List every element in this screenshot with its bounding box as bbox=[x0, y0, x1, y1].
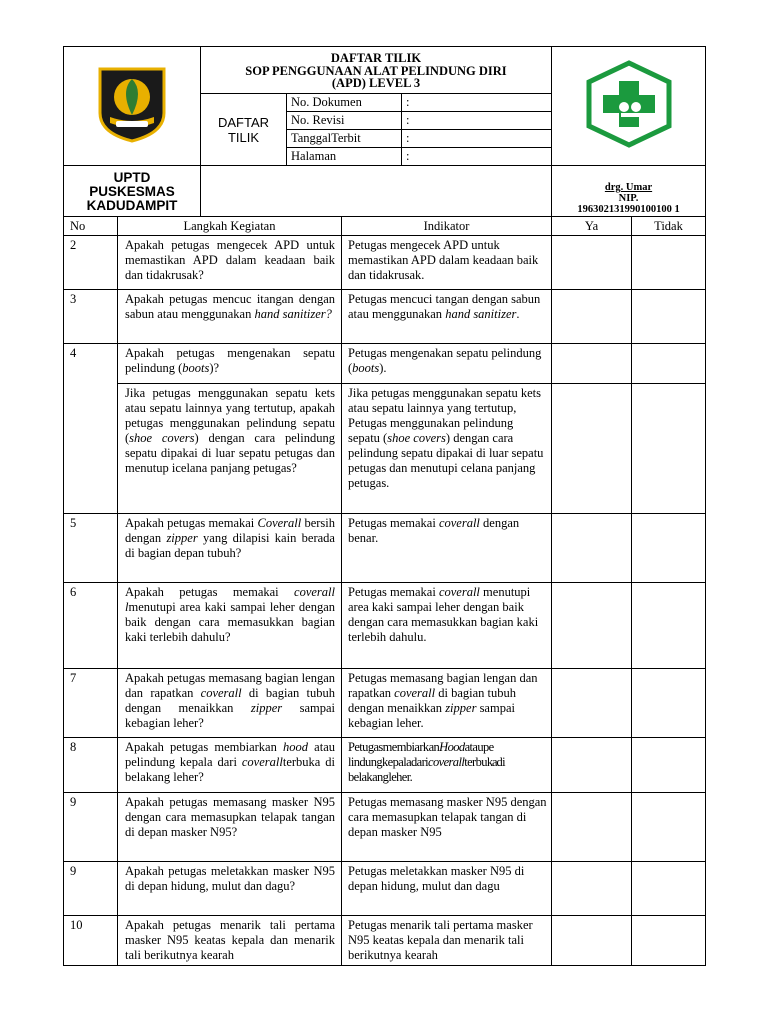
yes-checkbox-cell[interactable] bbox=[552, 583, 632, 669]
title-line-1: DAFTAR TILIK bbox=[330, 51, 422, 66]
row-number: 2 bbox=[64, 236, 118, 290]
signer-name: drg. Umar bbox=[604, 182, 653, 193]
table-row bbox=[64, 236, 706, 290]
header-table bbox=[63, 46, 706, 217]
organization-name: UPTD PUSKESMAS KADUDAMPIT bbox=[64, 166, 201, 217]
signatory-block bbox=[552, 166, 706, 217]
signer-nip-label: NIP. bbox=[618, 193, 639, 204]
row-number: 3 bbox=[64, 290, 118, 344]
puskesmas-logo-cell bbox=[552, 47, 706, 166]
meta-value-revisi: : bbox=[402, 112, 552, 130]
document-sheet bbox=[63, 46, 705, 966]
title-line-3: (APD) LEVEL 3 bbox=[331, 76, 421, 91]
table-row bbox=[64, 514, 706, 583]
indicator-text: Petugas memasang masker N95 dengan cara memasupkan telapak tangan di depan masker N95 bbox=[342, 793, 552, 862]
row-number: 5 bbox=[64, 514, 118, 583]
header-blank-cell bbox=[201, 166, 552, 217]
row-number: 4 bbox=[64, 344, 118, 514]
title-line-2: SOP PENGGUNAAN ALAT PELINDUNG DIRI bbox=[245, 63, 507, 78]
meta-label-halaman: Halaman bbox=[287, 148, 402, 166]
indicator-text: Petugas mengecek APD untuk memastikan APD dalam keadaan baik dan tidakrusak. bbox=[342, 236, 552, 290]
no-checkbox-cell[interactable] bbox=[632, 514, 706, 583]
indicator-text: Petugas meletakkan masker N95 di depan hidung, mulut dan dagu bbox=[342, 862, 552, 916]
indicator-text: Petugas memakai coverall dengan benar. bbox=[342, 514, 552, 583]
step-text: Jika petugas menggunakan sepatu kets atau sepatu lainnya yang tertutup, apakah petugas menggunakan pelindung sepatu (shoe covers) dengan cara pelindung sepatu dipakai di luar sepatu petugas dan menutup icelana panjang petugas? bbox=[118, 384, 342, 514]
table-row bbox=[64, 344, 706, 384]
daftar-tilik-label: DAFTAR TILIK bbox=[201, 94, 287, 166]
no-checkbox-cell[interactable] bbox=[632, 916, 706, 966]
no-checkbox-cell[interactable] bbox=[632, 738, 706, 793]
step-text: Apakah petugas memakai coverall lmenutupi area kaki sampai leher dengan baik dengan cara memasukkan bagian kaki terlebih dahulu? bbox=[118, 583, 342, 669]
no-checkbox-cell[interactable] bbox=[632, 862, 706, 916]
table-row bbox=[64, 669, 706, 738]
indicator-text: Petugas mengenakan sepatu pelindung (boots). bbox=[342, 344, 552, 384]
indicator-text: Petugas mencuci tangan dengan sabun atau menggunakan hand sanitizer. bbox=[342, 290, 552, 344]
no-checkbox-cell[interactable] bbox=[632, 583, 706, 669]
meta-value-halaman: : bbox=[402, 148, 552, 166]
indicator-text: Petugas memasang bagian lengan dan rapatkan coverall di bagian tubuh dengan menaikkan zipper sampai kebagian leher. bbox=[342, 669, 552, 738]
table-row bbox=[64, 862, 706, 916]
regency-crest-icon bbox=[96, 65, 168, 143]
row-number: 8 bbox=[64, 738, 118, 793]
no-checkbox-cell[interactable] bbox=[632, 384, 706, 514]
table-row bbox=[64, 916, 706, 966]
no-checkbox-cell[interactable] bbox=[632, 669, 706, 738]
yes-checkbox-cell[interactable] bbox=[552, 236, 632, 290]
step-text: Apakah petugas mencuc itangan dengan sabun atau menggunakan hand sanitizer? bbox=[118, 290, 342, 344]
no-checkbox-cell[interactable] bbox=[632, 793, 706, 862]
indicator-text: Petugas memakai coverall menutupi area kaki sampai leher dengan baik dengan cara memasukkan bagian kaki terlebih dahulu. bbox=[342, 583, 552, 669]
yes-checkbox-cell[interactable] bbox=[552, 669, 632, 738]
yes-checkbox-cell[interactable] bbox=[552, 344, 632, 384]
col-indicator: Indikator bbox=[342, 217, 552, 236]
row-number: 7 bbox=[64, 669, 118, 738]
table-row bbox=[64, 583, 706, 669]
row-number: 9 bbox=[64, 862, 118, 916]
document-title bbox=[201, 47, 552, 94]
yes-checkbox-cell[interactable] bbox=[552, 290, 632, 344]
meta-label-revisi: No. Revisi bbox=[287, 112, 402, 130]
checklist-header-row bbox=[64, 217, 706, 236]
puskesmas-logo-icon bbox=[581, 59, 677, 149]
checklist-table bbox=[63, 216, 706, 966]
table-row bbox=[64, 793, 706, 862]
yes-checkbox-cell[interactable] bbox=[552, 738, 632, 793]
meta-value-tanggal: : bbox=[402, 130, 552, 148]
table-row bbox=[64, 738, 706, 793]
yes-checkbox-cell[interactable] bbox=[552, 916, 632, 966]
meta-value-dokumen: : bbox=[402, 94, 552, 112]
step-text: Apakah petugas meletakkan masker N95 di depan hidung, mulut dan dagu? bbox=[118, 862, 342, 916]
yes-checkbox-cell[interactable] bbox=[552, 514, 632, 583]
indicator-text: PetugasmembiarkanHoodataupe lindungkepaladaricoverallterbuk a di belakangleher. bbox=[342, 738, 552, 793]
step-text: Apakah petugas menarik tali pertama masker N95 keatas kepala dan menarik tali berikutnya kearah bbox=[118, 916, 342, 966]
indicator-text: Petugas menarik tali pertama masker N95 keatas kepala dan menarik tali berikutnya kearah bbox=[342, 916, 552, 966]
step-text: Apakah petugas mengenakan sepatu pelindung (boots)? bbox=[118, 344, 342, 384]
signer-nip: 196302131990100100 1 bbox=[577, 204, 680, 215]
step-text: Apakah petugas membiarkan hood atau pelindung kepala dari coverallterbuka di belakang leher? bbox=[118, 738, 342, 793]
col-no-answer: Tidak bbox=[632, 217, 706, 236]
table-row bbox=[64, 384, 706, 514]
meta-label-tanggal: TanggalTerbit bbox=[287, 130, 402, 148]
row-number: 10 bbox=[64, 916, 118, 966]
col-no: No bbox=[64, 217, 118, 236]
regency-logo-cell bbox=[64, 47, 201, 166]
meta-label-dokumen: No. Dokumen bbox=[287, 94, 402, 112]
col-yes: Ya bbox=[552, 217, 632, 236]
step-text: Apakah petugas memakai Coverall bersih dengan zipper yang dilapisi kain berada di bagian depan tubuh? bbox=[118, 514, 342, 583]
yes-checkbox-cell[interactable] bbox=[552, 384, 632, 514]
row-number: 9 bbox=[64, 793, 118, 862]
no-checkbox-cell[interactable] bbox=[632, 236, 706, 290]
step-text: Apakah petugas memasang bagian lengan dan rapatkan coverall di bagian tubuh dengan menaikkan zipper sampai kebagian leher? bbox=[118, 669, 342, 738]
indicator-text: Jika petugas menggunakan sepatu kets atau sepatu lainnya yang tertutup, Petugas menggunakan pelindung sepatu (shoe covers) dengan cara pelindung sepatu dipakai di luar sepatu petugas dan menutupi celana panjang petugas. bbox=[342, 384, 552, 514]
yes-checkbox-cell[interactable] bbox=[552, 862, 632, 916]
no-checkbox-cell[interactable] bbox=[632, 344, 706, 384]
no-checkbox-cell[interactable] bbox=[632, 290, 706, 344]
step-text: Apakah petugas mengecek APD untuk memastikan APD dalam keadaan baik dan tidakrusak? bbox=[118, 236, 342, 290]
step-text: Apakah petugas memasang masker N95 dengan cara memasupkan telapak tangan di depan masker N95? bbox=[118, 793, 342, 862]
col-step: Langkah Kegiatan bbox=[118, 217, 342, 236]
row-number: 6 bbox=[64, 583, 118, 669]
table-row bbox=[64, 290, 706, 344]
yes-checkbox-cell[interactable] bbox=[552, 793, 632, 862]
